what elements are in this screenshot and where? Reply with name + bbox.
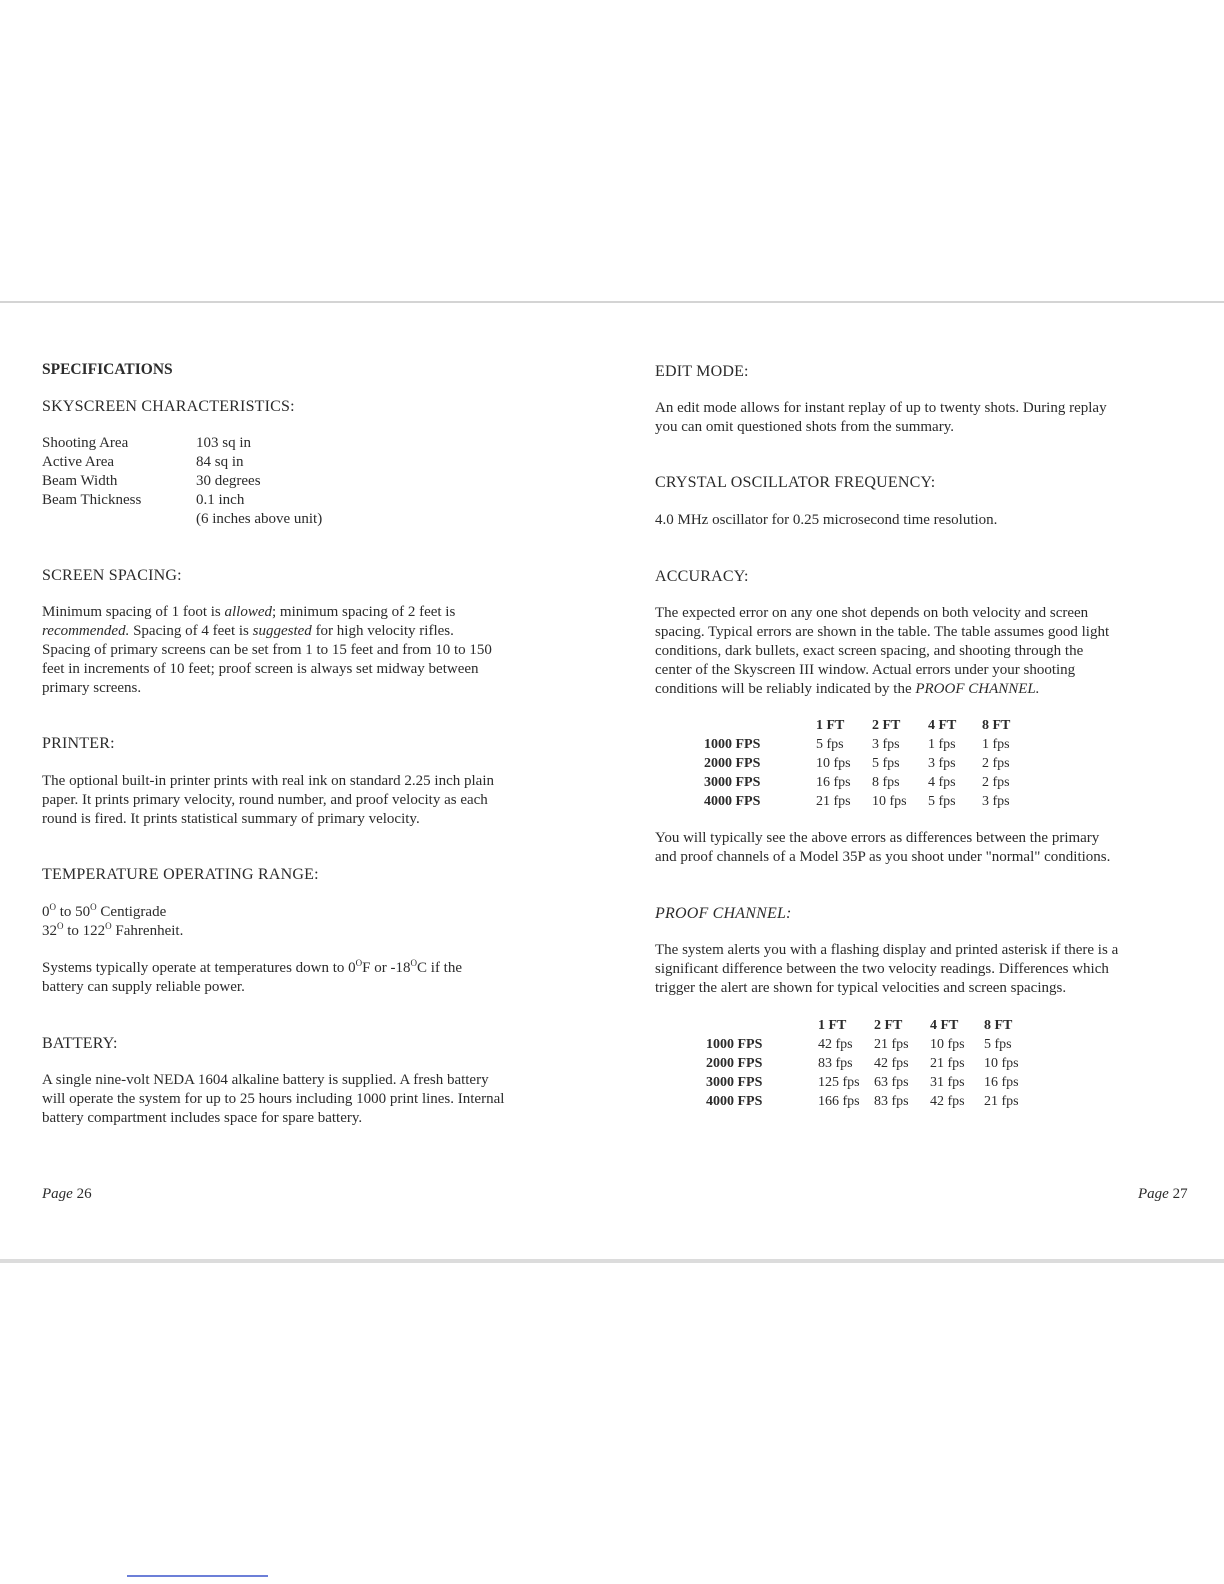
- skyscreen-heading: SKYSCREEN CHARACTERISTICS:: [42, 398, 295, 415]
- text-run: Centigrade: [96, 904, 167, 920]
- bottom-blue-line: [127, 1575, 268, 1577]
- text-run: Systems typically operate at temperatures down to 0: [42, 960, 356, 976]
- temperature-range: [42, 903, 183, 941]
- degree-mark: O: [57, 921, 64, 931]
- spec-row: [42, 472, 322, 491]
- text-run: 0: [42, 904, 50, 920]
- accuracy-paragraph: [655, 604, 1109, 699]
- text-line: battery can supply reliable power.: [42, 979, 245, 995]
- table-cell: 21 fps: [874, 1037, 909, 1052]
- text-run: F or -18: [362, 960, 411, 976]
- text-line: significant difference between the two velocity readings. Differences which: [655, 961, 1109, 977]
- skyscreen-spec-table: [42, 434, 322, 529]
- table-row: [706, 1092, 1034, 1111]
- text-line: paper. It prints primary velocity, round number, and proof velocity as each: [42, 792, 488, 808]
- specifications-title: SPECIFICATIONS: [42, 361, 173, 378]
- spec-value: 0.1 inch: [196, 492, 245, 508]
- column-header: 4 FT: [928, 718, 957, 733]
- row-header: 3000 FPS: [706, 1075, 763, 1090]
- top-divider: [0, 301, 1224, 303]
- crystal-text: 4.0 MHz oscillator for 0.25 microsecond time resolution.: [655, 512, 998, 528]
- table-cell: 31 fps: [930, 1075, 965, 1090]
- table-row: [704, 773, 1032, 792]
- table-cell: 3 fps: [872, 737, 900, 752]
- spec-label: Beam Width: [42, 473, 118, 489]
- text-line: The optional built-in printer prints with real ink on standard 2.25 inch plain: [42, 773, 494, 789]
- table-cell: 5 fps: [928, 794, 956, 809]
- table-cell: 1 fps: [928, 737, 956, 752]
- text-run: ; minimum spacing of 2 feet is: [272, 604, 456, 620]
- table-row: [704, 792, 1032, 811]
- spec-label: [42, 510, 196, 529]
- table-cell: 5 fps: [984, 1037, 1012, 1052]
- page-number-value: 27: [1172, 1186, 1188, 1202]
- text-run: to 122: [63, 923, 106, 939]
- text-line: conditions, dark bullets, exact screen spacing, and shooting through the: [655, 643, 1084, 659]
- degree-mark: O: [410, 958, 418, 968]
- table-cell: 10 fps: [872, 794, 907, 809]
- page-label: Page: [42, 1186, 73, 1202]
- edit-mode-paragraph: [655, 399, 1107, 437]
- column-header: 1 FT: [816, 718, 845, 733]
- spec-row: [42, 491, 322, 510]
- text-run: to 50: [56, 904, 91, 920]
- accuracy-after-paragraph: [655, 829, 1110, 867]
- page-label: Page: [1138, 1186, 1169, 1202]
- table-cell: 5 fps: [816, 737, 844, 752]
- text-line: You will typically see the above errors as differences between the primary: [655, 830, 1100, 846]
- text-run: Minimum spacing of 1 foot is: [42, 604, 225, 620]
- column-header: 2 FT: [872, 718, 901, 733]
- proof-channel-table: [706, 1016, 1034, 1111]
- text-line: primary screens.: [42, 680, 142, 696]
- screen-spacing-paragraph: [42, 603, 492, 698]
- spec-label: Beam Thickness: [42, 492, 142, 508]
- table-cell: 21 fps: [984, 1094, 1019, 1109]
- column-header: 8 FT: [982, 718, 1011, 733]
- text-run: for high velocity rifles.: [311, 623, 454, 639]
- table-row: [706, 1073, 1034, 1092]
- text-line: battery compartment includes space for spare battery.: [42, 1110, 363, 1126]
- text-line: feet in increments of 10 feet; proof screen is always set midway between: [42, 661, 479, 677]
- row-header: 1000 FPS: [704, 737, 761, 752]
- degree-mark: O: [355, 958, 363, 968]
- table-corner: [706, 1016, 818, 1035]
- spec-row: [42, 434, 322, 453]
- table-cell: 3 fps: [928, 756, 956, 771]
- row-header: 1000 FPS: [706, 1037, 763, 1052]
- text-emphasis: PROOF CHANNEL.: [915, 681, 1040, 697]
- column-header: 1 FT: [818, 1018, 847, 1033]
- spec-value: 30 degrees: [196, 473, 261, 489]
- text-emphasis: suggested: [252, 623, 312, 639]
- table-cell: 3 fps: [982, 794, 1010, 809]
- text-line: round is fired. It prints statistical summary of primary velocity.: [42, 811, 420, 827]
- table-cell: 2 fps: [982, 756, 1010, 771]
- table-cell: 21 fps: [930, 1056, 965, 1071]
- table-cell: 5 fps: [872, 756, 900, 771]
- text-line: An edit mode allows for instant replay of up to twenty shots. During replay: [655, 400, 1107, 416]
- row-header: 4000 FPS: [704, 794, 761, 809]
- table-cell: 63 fps: [874, 1075, 909, 1090]
- table-row: [706, 1035, 1034, 1054]
- degree-mark: O: [49, 902, 56, 912]
- text-line: The system alerts you with a flashing display and printed asterisk if there is a: [655, 942, 1119, 958]
- table-header-row: [706, 1016, 1034, 1035]
- printer-heading: PRINTER:: [42, 735, 115, 752]
- temperature-paragraph: [42, 959, 462, 997]
- column-header: 4 FT: [930, 1018, 959, 1033]
- text-run: Spacing of 4 feet is: [129, 623, 253, 639]
- table-cell: 21 fps: [816, 794, 851, 809]
- crystal-heading: CRYSTAL OSCILLATOR FREQUENCY:: [655, 474, 936, 491]
- row-header: 4000 FPS: [706, 1094, 763, 1109]
- table-cell: 16 fps: [984, 1075, 1019, 1090]
- text-emphasis: allowed: [224, 604, 272, 620]
- row-header: 2000 FPS: [706, 1056, 763, 1071]
- table-cell: 83 fps: [874, 1094, 909, 1109]
- accuracy-heading: ACCURACY:: [655, 568, 749, 585]
- text-line: center of the Skyscreen III window. Actual errors under your shooting: [655, 662, 1076, 678]
- edit-mode-heading: EDIT MODE:: [655, 363, 749, 380]
- text-line: spacing. Typical errors are shown in the table. The table assumes good light: [655, 624, 1110, 640]
- row-header: 3000 FPS: [704, 775, 761, 790]
- table-header-row: [704, 716, 1032, 735]
- battery-paragraph: [42, 1071, 504, 1128]
- proof-channel-heading: PROOF CHANNEL:: [655, 905, 792, 922]
- text-run: 32: [42, 923, 57, 939]
- spec-value: 103 sq in: [196, 435, 252, 451]
- text-emphasis: recommended.: [42, 623, 130, 639]
- table-cell: 10 fps: [930, 1037, 965, 1052]
- text-run: Fahrenheit.: [111, 923, 184, 939]
- spec-row: [42, 453, 322, 472]
- text-line: will operate the system for up to 25 hours including 1000 print lines. Internal: [42, 1091, 505, 1107]
- page-number-value: 26: [76, 1186, 92, 1202]
- text-line: Spacing of primary screens can be set from 1 to 15 feet and from 10 to 150: [42, 642, 492, 658]
- table-cell: 2 fps: [982, 775, 1010, 790]
- text-line: and proof channels of a Model 35P as you shoot under "normal" conditions.: [655, 849, 1111, 865]
- spec-value: 84 sq in: [196, 454, 244, 470]
- column-header: 8 FT: [984, 1018, 1013, 1033]
- table-cell: 16 fps: [816, 775, 851, 790]
- degree-mark: O: [90, 902, 97, 912]
- proof-channel-paragraph: [655, 941, 1118, 998]
- spec-row: [42, 510, 322, 529]
- text-line: trigger the alert are shown for typical velocities and screen spacings.: [655, 980, 1067, 996]
- accuracy-table: [704, 716, 1032, 811]
- spec-label: Active Area: [42, 454, 115, 470]
- table-cell: 42 fps: [930, 1094, 965, 1109]
- table-cell: 1 fps: [982, 737, 1010, 752]
- printer-paragraph: [42, 772, 494, 829]
- page-number-left: [42, 1185, 92, 1204]
- table-cell: 4 fps: [928, 775, 956, 790]
- bottom-divider: [0, 1259, 1224, 1263]
- degree-mark: O: [105, 921, 112, 931]
- table-cell: 8 fps: [872, 775, 900, 790]
- page-number-right: [1138, 1185, 1188, 1204]
- table-row: [706, 1054, 1034, 1073]
- text-line: The expected error on any one shot depends on both velocity and screen: [655, 605, 1089, 621]
- table-cell: 10 fps: [984, 1056, 1019, 1071]
- spec-label: Shooting Area: [42, 435, 129, 451]
- screen-spacing-heading: SCREEN SPACING:: [42, 567, 182, 584]
- temperature-heading: TEMPERATURE OPERATING RANGE:: [42, 866, 319, 883]
- table-row: [704, 754, 1032, 773]
- text-run: C if the: [417, 960, 463, 976]
- spec-value: (6 inches above unit): [196, 511, 323, 527]
- table-cell: 125 fps: [818, 1075, 860, 1090]
- text-line: A single nine-volt NEDA 1604 alkaline battery is supplied. A fresh battery: [42, 1072, 489, 1088]
- battery-heading: BATTERY:: [42, 1035, 118, 1052]
- text-run: conditions will be reliably indicated by the: [655, 681, 916, 697]
- text-line: you can omit questioned shots from the summary.: [655, 419, 954, 435]
- table-corner: [704, 716, 816, 735]
- column-header: 2 FT: [874, 1018, 903, 1033]
- table-cell: 42 fps: [874, 1056, 909, 1071]
- table-cell: 10 fps: [816, 756, 851, 771]
- table-cell: 166 fps: [818, 1094, 860, 1109]
- table-row: [704, 735, 1032, 754]
- table-cell: 83 fps: [818, 1056, 853, 1071]
- row-header: 2000 FPS: [704, 756, 761, 771]
- table-cell: 42 fps: [818, 1037, 853, 1052]
